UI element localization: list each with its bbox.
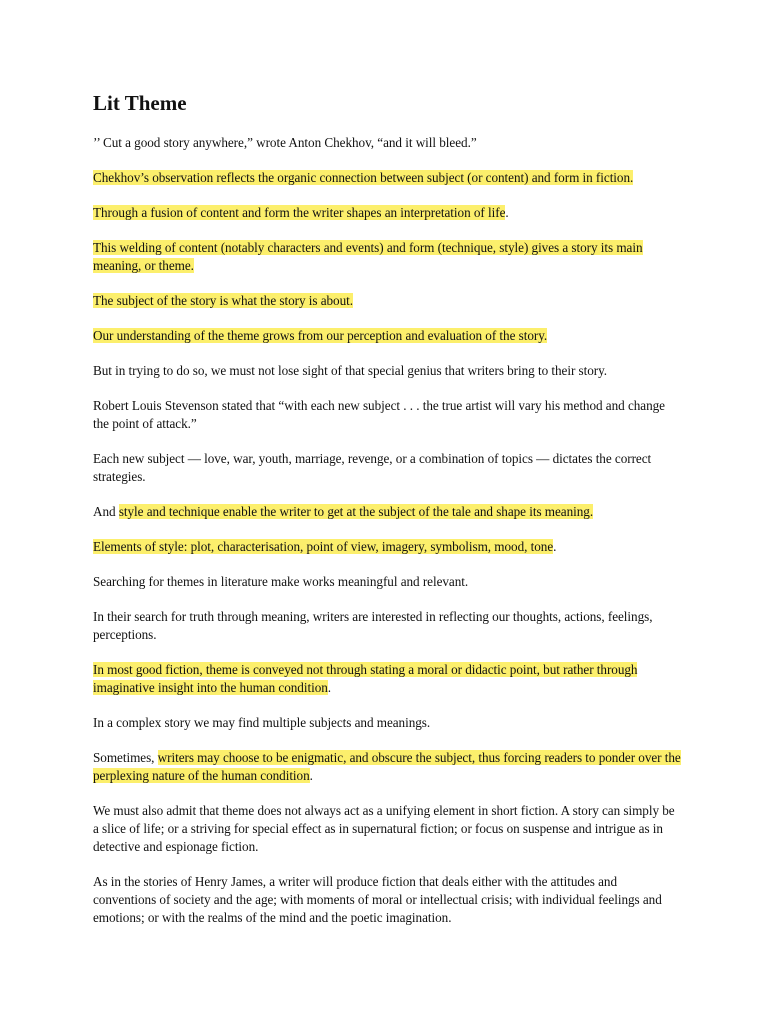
- paragraph: [93, 362, 683, 380]
- text-run: And: [93, 504, 119, 519]
- paragraph: [93, 749, 683, 785]
- highlighted-text: writers may choose to be enigmatic, and obscure the subject, thus forcing readers to ponder over the perplexing nature of the human condition: [93, 750, 681, 783]
- highlighted-text: style and technique enable the writer to get at the subject of the tale and shape its meaning.: [118, 504, 594, 519]
- paragraph: [93, 292, 683, 310]
- paragraph: [93, 873, 683, 927]
- paragraph: [93, 714, 683, 732]
- text-run: .: [309, 768, 313, 783]
- highlighted-text: Our understanding of the theme grows from our perception and evaluation of the story.: [93, 328, 548, 343]
- document-page: [93, 88, 683, 944]
- text-run: Each new subject — love, war, youth, marriage, revenge, or a combination of topics — dictates the correct strategies.: [93, 451, 652, 484]
- highlighted-text: Elements of style: plot, characterisation, point of view, imagery, symbolism, mood, tone: [93, 539, 554, 554]
- text-run: Searching for themes in literature make works meaningful and relevant.: [93, 574, 469, 589]
- text-run: But in trying to do so, we must not lose sight of that special genius that writers bring to their story.: [93, 363, 608, 378]
- highlighted-text: Through a fusion of content and form the writer shapes an interpretation of life: [93, 205, 506, 220]
- paragraph: [93, 450, 683, 486]
- highlighted-text: Chekhov’s observation reflects the organic connection between subject (or content) and form in fiction.: [93, 170, 634, 185]
- paragraph: [93, 503, 683, 521]
- paragraph: [93, 573, 683, 591]
- highlighted-text: This welding of content (notably characters and events) and form (technique, style) gives a story its main meaning, or theme.: [93, 240, 643, 273]
- text-run: As in the stories of Henry James, a writer will produce fiction that deals either with the attitudes and conventions of society and the age; with moments of moral or intellectual crisis; with individual feelings and emotions; or with the realms of the mind and the poetic imagination.: [93, 874, 662, 925]
- highlighted-text: The subject of the story is what the story is about.: [93, 293, 354, 308]
- text-run: ’’ Cut a good story anywhere,” wrote Anton Chekhov, “and it will bleed.”: [93, 135, 477, 150]
- paragraph: [93, 169, 683, 187]
- text-run: .: [327, 680, 332, 695]
- paragraph: [93, 239, 683, 275]
- paragraph: [93, 134, 683, 152]
- paragraph: [93, 204, 683, 222]
- paragraph: [93, 397, 683, 433]
- paragraph: [93, 661, 683, 697]
- text-run: In a complex story we may find multiple subjects and meanings.: [93, 715, 431, 730]
- text-run: .: [553, 539, 557, 554]
- paragraph: [93, 538, 683, 556]
- document-body: [93, 134, 683, 927]
- paragraph: [93, 327, 683, 345]
- highlighted-text: In most good fiction, theme is conveyed not through stating a moral or didactic point, but rather through imaginative insight into the human condition: [93, 662, 638, 695]
- text-run: Robert Louis Stevenson stated that “with each new subject . . . the true artist will vary his method and change the point of attack.”: [93, 398, 665, 431]
- text-run: We must also admit that theme does not always act as a unifying element in short fiction. A story can simply be a slice of life; or a striving for special effect as in supernatural fiction; or focus on suspense and intrigue as in detective and espionage fiction.: [93, 803, 675, 854]
- text-run: .: [505, 205, 509, 220]
- paragraph: [93, 802, 683, 856]
- text-run: Sometimes,: [93, 750, 158, 765]
- page-title: Lit Theme: [93, 91, 187, 115]
- text-run: In their search for truth through meaning, writers are interested in reflecting our thoughts, actions, feelings, perceptions.: [93, 609, 653, 642]
- paragraph: [93, 608, 683, 644]
